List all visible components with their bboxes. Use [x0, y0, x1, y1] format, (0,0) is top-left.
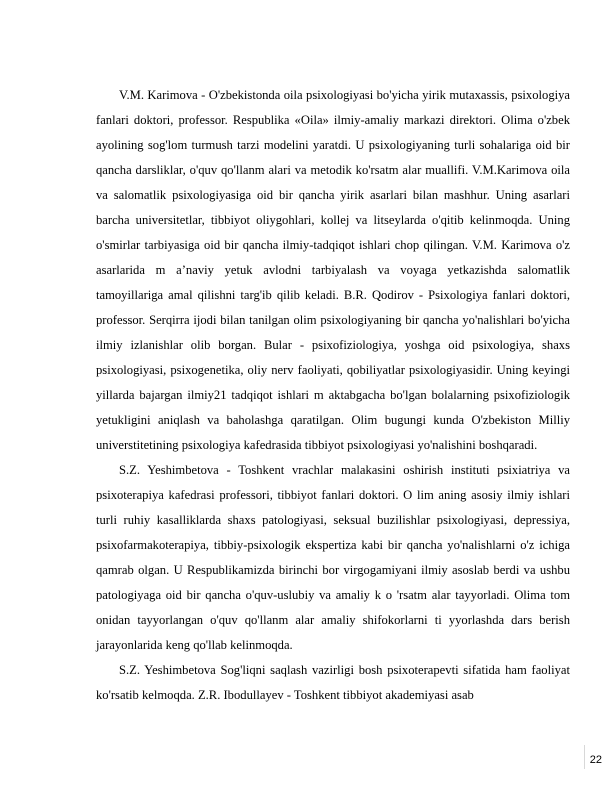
page-number: 22	[589, 754, 602, 766]
body-text	[96, 83, 570, 708]
paragraph-yeshimbetova: S.Z. Yeshimbetova - Toshkent vrachlar malakasini oshirish instituti psixiatriya va psixoterapiya kafedrasi professori, tibbiyot fanlari doktori. O lim aning asosiy ilmiy ishlari turli ruhiy kasalliklarda shaxs patologiyasi, seksual buzilishlar psixologiyasi, depressiya, psixofarmakoterapiya, tibbiy-psixologik ekspertiza kabi bir qancha yo'nalishlarni o'z ichiga qamrab olgan. U Respublikamizda birinchi bor virgogamiyani ilmiy asoslab berdi va ushbu patologiyaga oid bir qancha o'quv-uslubiy va amaliy k o 'rsatm alar tayyorladi. Olima tom onidan tayyorlangan o'quv qo'llanm alar amaliy shifokorlarni ti yyorlashda dars berish jarayonlarida keng qo'llab kelinmoqda.	[96, 463, 570, 652]
paragraph-yeshimbetova-ibodullayev: S.Z. Yeshimbetova Sog'liqni saqlash vazirligi bosh psixoterapevti sifatida ham faoliyat ko'rsatib kelmoqda. Z.R. Ibodullayev - Toshkent tibbiyot akademiyasi asab	[96, 663, 570, 702]
paragraph-karimova-qodirov: V.M. Karimova - O'zbekistonda oila psixologiyasi bo'yicha yirik mutaxassis, psixologiya fanlari doktori, professor. Respublika «Oila» ilmiy-amaliy markazi direktori. Olima o'zbek ayolining sog'lom turmush tarzi modelini yaratdi. U psixologiyaning turli sohalariga oid bir qancha darsliklar, o'quv qo'llanm alari va metodik ko'rsatm alar muallifi. V.M.Karimova oila va salomatlik psixologiyasiga oid bir qancha yirik asarlari bilan mashhur. Uning asarlari barcha universitetlar, tibbiyot oliygohlari, kollej va litseylarda o'qitib kelinmoqda. Uning o'smirlar tarbiyasiga oid bir qancha ilmiy-tadqiqot ishlari chop qilingan. V.M. Karimova o'z asarlarida m a’naviy yetuk avlodni tarbiyalash va voyaga yetkazishda salomatlik tamoyillariga amal qilishni targ'ib qilib keladi. B.R. Qodirov - Psixologiya fanlari doktori, professor. Serqirra ijodi bilan tanilgan olim psixologiyaning bir qancha yo'nalishlari bo'yicha ilmiy izlanishlar olib borgan. Bular - psixofiziologiya, yoshga oid psixologiya, shaxs psixologiyasi, psixogenetika, oliy nerv faoliyati, qobiliyatlar psixologiyasidir. Uning keyingi yillarda bajargan ilmiy21 tadqiqot ishlari m aktabgacha bo'lgan bolalarning psixofiziologik yetukligini aniqlash va baholashga qaratilgan. Olim bugungi kunda O'zbekiston Milliy universtitetining psixologiya kafedrasida tibbiyot psixologiyasi yo'nalishini boshqaradi.	[96, 88, 570, 452]
